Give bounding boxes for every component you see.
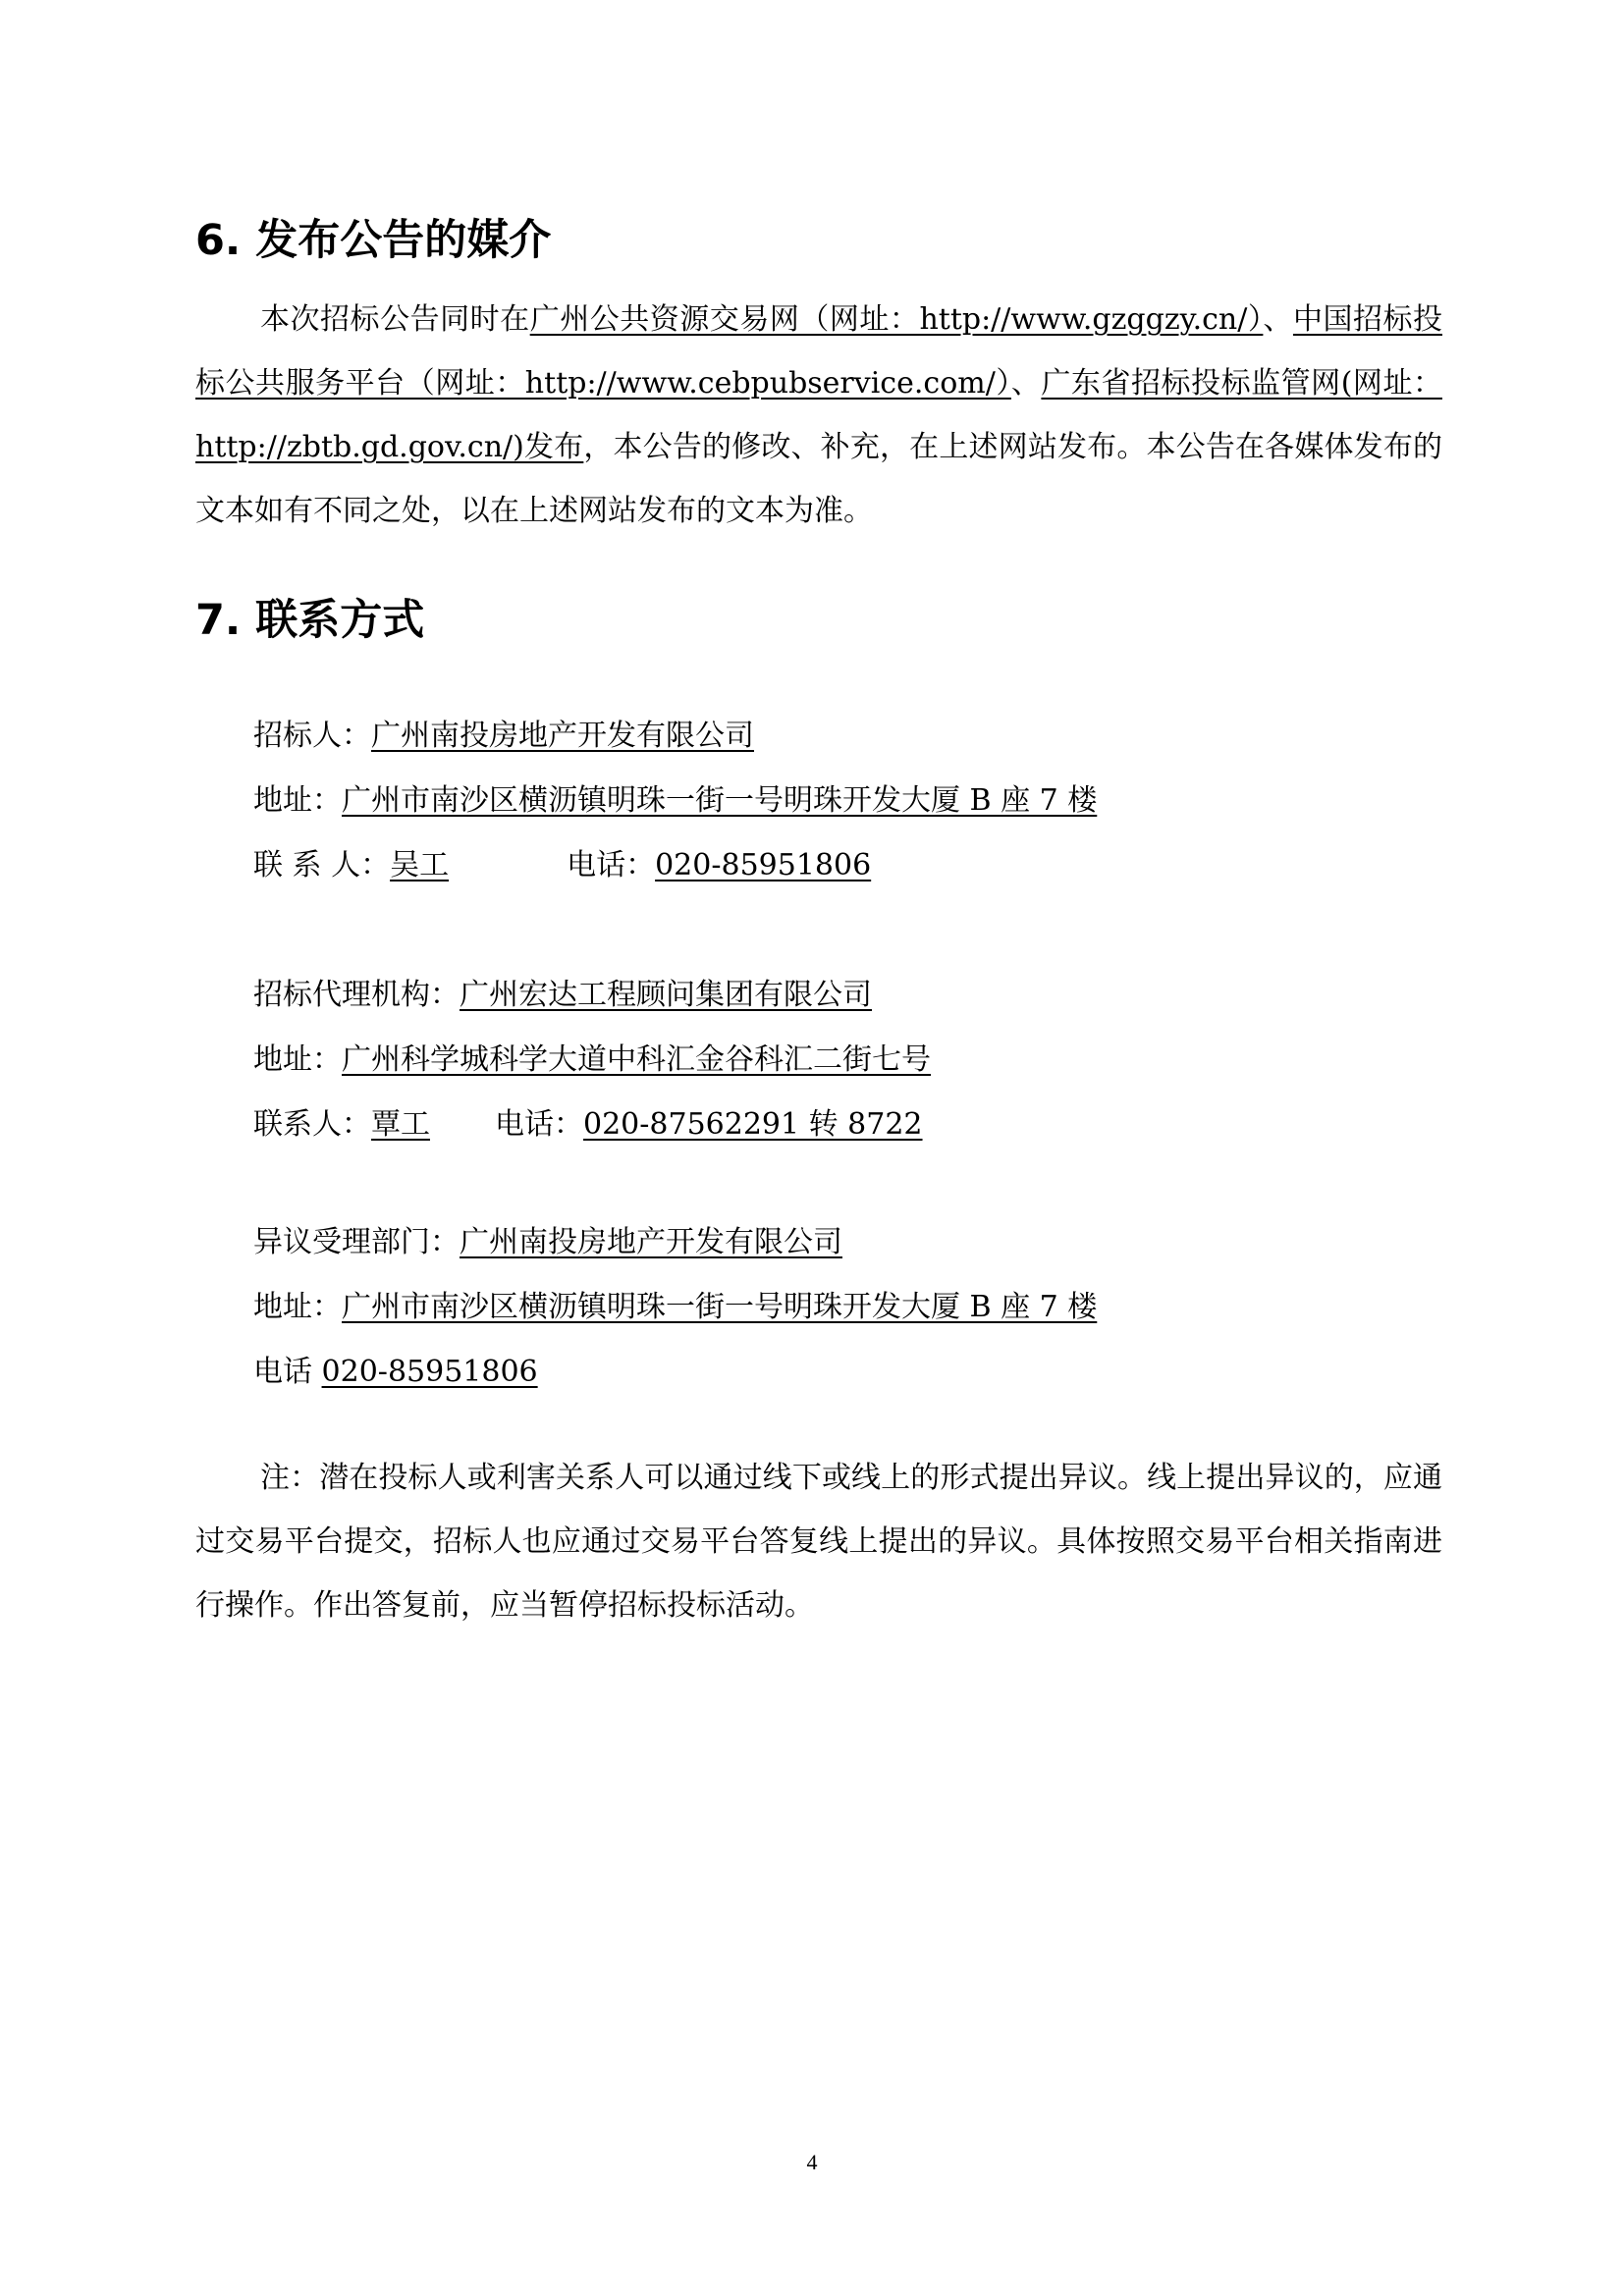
tenderer-phone-label: 电话：	[567, 848, 656, 882]
objection-label: 异议受理部门：	[253, 1225, 460, 1259]
section-7-heading: 7. 联系方式	[195, 596, 425, 645]
objection-phone-label: 电话	[253, 1355, 322, 1389]
tenderer-contact-line	[253, 844, 871, 887]
media-link-zbtb[interactable]: 广东省招标投标监管网(网址：http://zbtb.gd.gov.cn/)发布	[195, 366, 1442, 464]
agency-contact-label: 联系人：	[253, 1107, 371, 1142]
objection-address-line	[253, 1286, 1097, 1329]
section-6-heading: 6. 发布公告的媒介	[195, 216, 552, 265]
media-link-cebpubservice[interactable]: 中国招标投标公共服务平台（网址：http://www.cebpubservice.com/）	[195, 302, 1443, 400]
agency-name: 广州宏达工程顾问集团有限公司	[460, 978, 872, 1012]
agency-address-label: 地址：	[253, 1042, 342, 1077]
agency-address: 广州科学城科学大道中科汇金谷科汇二街七号	[342, 1042, 931, 1077]
agency-phone-label: 电话：	[495, 1107, 583, 1142]
tenderer-contact-label: 联 系 人：	[253, 848, 391, 882]
objection-phone-line	[253, 1351, 538, 1394]
media-paragraph	[195, 288, 1442, 543]
tenderer-label: 招标人：	[253, 719, 371, 753]
objection-address-label: 地址：	[253, 1290, 342, 1324]
tenderer-line	[253, 715, 754, 758]
objection-address: 广州市南沙区横沥镇明珠一街一号明珠开发大厦 B 座 7 楼	[342, 1290, 1098, 1324]
objection-line	[253, 1221, 842, 1264]
objection-phone: 020-85951806	[321, 1355, 538, 1389]
agency-contact-line	[253, 1103, 923, 1147]
media-link-gzggzy[interactable]: 广州公共资源交易网（网址：http://www.gzggzy.cn/）	[529, 302, 1264, 337]
tenderer-address-line	[253, 779, 1097, 823]
tenderer-address: 广州市南沙区横沥镇明珠一街一号明珠开发大厦 B 座 7 楼	[342, 783, 1098, 818]
tenderer-address-label: 地址：	[253, 783, 342, 818]
tenderer-contact: 吴工	[390, 848, 450, 882]
tenderer-name: 广州南投房地产开发有限公司	[371, 719, 754, 753]
agency-contact: 覃工	[371, 1107, 430, 1142]
tenderer-phone: 020-85951806	[655, 848, 872, 882]
agency-label: 招标代理机构：	[253, 978, 460, 1012]
agency-address-line	[253, 1039, 931, 1082]
media-text-2: 、	[1263, 302, 1293, 337]
objection-note: 注：潜在投标人或利害关系人可以通过线下或线上的形式提出异议。线上提出异议的，应通过交易平台提交，招标人也应通过交易平台答复线上提出的异议。具体按照交易平台相关指南进行操作。作出答复前，应当暂停招标投标活动。	[195, 1461, 1442, 1623]
media-text-1: 本次招标公告同时在	[260, 302, 530, 337]
agency-phone: 020-87562291 转 8722	[583, 1107, 923, 1142]
objection-dept: 广州南投房地产开发有限公司	[460, 1225, 842, 1259]
page-number: 4	[806, 2150, 818, 2174]
agency-line	[253, 974, 872, 1017]
media-text-4: ，本公告的修改、补充，在上述网站发布。本公告在各媒体发布的文本如有不同之处，以在上述网站发布的文本为准。	[195, 430, 1443, 528]
media-text-3: 、	[1010, 366, 1042, 400]
